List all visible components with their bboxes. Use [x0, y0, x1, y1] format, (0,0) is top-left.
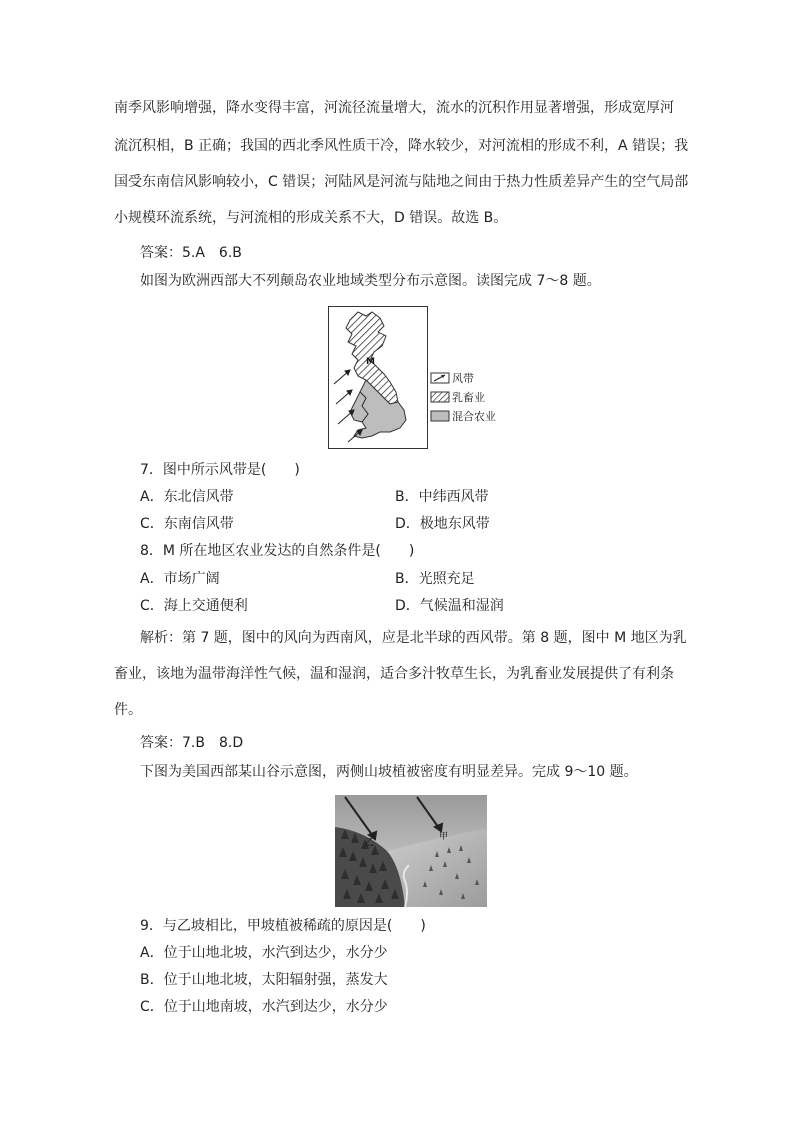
question-7-option-c[interactable]: C．东南信风带: [140, 516, 234, 532]
question-8-option-a[interactable]: A．市场广阔: [140, 571, 220, 587]
question-9-stem: 9．与乙坡相比，甲坡植被稀疏的原因是( ): [140, 918, 426, 934]
label-yi: 乙: [365, 838, 375, 848]
question-8-stem: 8．M 所在地区农业发达的自然条件是( ): [140, 543, 415, 559]
britain-map: [328, 306, 428, 449]
answer-5-6: 答案：5.A 6.B: [140, 245, 242, 261]
intro-7-8: 如图为欧洲西部大不列颠岛农业地域类型分布示意图。读图完成 7～8 题。: [140, 273, 601, 289]
intro-9-10: 下图为美国西部某山谷示意图，两侧山坡植被密度有明显差异。完成 9～10 题。: [140, 764, 638, 780]
legend-graphic: [430, 370, 520, 426]
legend-dairy-swatch: [431, 392, 449, 402]
analysis-continuation-line: 小规模环流系统，与河流相的形成关系不大，D 错误。故选 B。: [114, 210, 508, 226]
analysis-7-8-line: 件。: [114, 702, 142, 718]
analysis-7-8-line: 解析：第 7 题，图中的风向为西南风，应是北半球的西风带。第 8 题，图中 M 地区为乳: [140, 630, 687, 646]
map-label-m: M: [366, 357, 375, 367]
analysis-7-8-line: 畜业，该地为温带海洋性气候，温和湿润，适合多汁牧草生长，为乳畜业发展提供了有利条: [114, 666, 674, 682]
question-7-option-d[interactable]: D．极地东风带: [395, 516, 490, 532]
label-jia: 甲: [439, 832, 449, 842]
analysis-continuation-line: 国受东南信风影响较小，C 错误；河陆风是河流与陆地之间由于热力性质差异产生的空气局部: [114, 174, 689, 190]
legend-mixed-swatch: [431, 411, 449, 421]
legend-dairy-label: 乳畜业: [452, 391, 485, 404]
question-8-option-d[interactable]: D．气候温和湿润: [395, 598, 504, 614]
map-legend: [430, 370, 520, 426]
question-9-option-a[interactable]: A．位于山地北坡，水汽到达少，水分少: [140, 945, 388, 961]
question-8-option-b[interactable]: B．光照充足: [395, 571, 475, 587]
question-9-option-c[interactable]: C．位于山地南坡，水汽到达少，水分少: [140, 999, 388, 1015]
question-7-stem: 7．图中所示风带是( ): [140, 462, 300, 478]
britain-map-figure: [328, 306, 428, 449]
question-7-option-a[interactable]: A．东北信风带: [140, 489, 234, 505]
question-7-option-b[interactable]: B．中纬西风带: [395, 489, 489, 505]
analysis-continuation-line: 流沉积相，B 正确；我国的西北季风性质干冷，降水较少，对河流相的形成不利，A 错误；我: [114, 138, 689, 154]
analysis-continuation-line: 南季风影响增强，降水变得丰富，河流径流量增大，流水的沉积作用显著增强，形成宽厚河: [114, 100, 674, 116]
valley-illustration: [335, 795, 487, 907]
valley-figure: [335, 795, 487, 907]
legend-wind-label: 风带: [452, 372, 474, 385]
question-9-option-b[interactable]: B．位于山地北坡，太阳辐射强，蒸发大: [140, 972, 388, 988]
answer-7-8: 答案：7.B 8.D: [140, 735, 244, 751]
legend-mixed-label: 混合农业: [452, 410, 496, 423]
question-8-option-c[interactable]: C．海上交通便利: [140, 598, 248, 614]
